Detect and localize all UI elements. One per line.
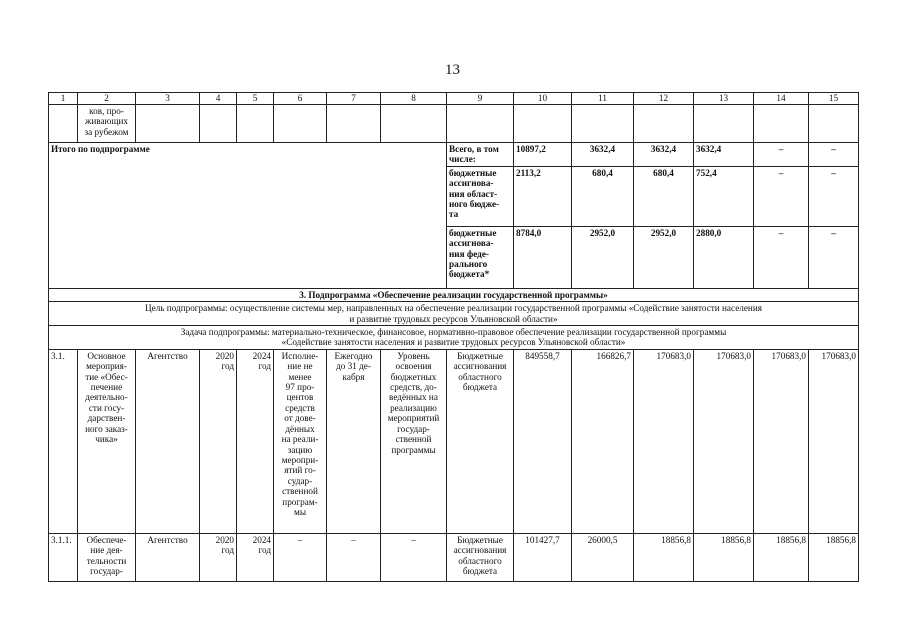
total-value-14: – <box>754 226 809 288</box>
table-row <box>49 349 859 533</box>
total-source: Всего, в том числе: <box>447 143 514 167</box>
col-header-11: 11 <box>572 93 634 105</box>
row-result: – <box>381 533 447 581</box>
row-value-10: 101427,7 <box>514 533 572 581</box>
section-title: 3. Подпрограмма «Обеспечение реализации государственной программы» <box>49 288 859 301</box>
section-title-row <box>49 288 859 301</box>
total-row-all <box>49 143 859 167</box>
total-value-11: 680,4 <box>572 166 634 226</box>
total-value-11: 3632,4 <box>572 143 634 167</box>
total-value-13: 2880,0 <box>694 226 754 288</box>
row-value-15: 170683,0 <box>809 349 859 533</box>
table-cell <box>447 105 514 143</box>
row-value-14: 18856,8 <box>754 533 809 581</box>
row-value-10: 849558,7 <box>514 349 572 533</box>
col-header-5: 5 <box>237 93 274 105</box>
row-value-15: 18856,8 <box>809 533 859 581</box>
continuation-row <box>49 105 859 143</box>
total-value-10: 2113,2 <box>514 166 572 226</box>
col-header-4: 4 <box>200 93 237 105</box>
col-header-7: 7 <box>327 93 381 105</box>
total-value-15: – <box>809 166 859 226</box>
row-executor: Агентство <box>136 349 200 533</box>
col-header-9: 9 <box>447 93 514 105</box>
column-number-row <box>49 93 859 105</box>
table-cell <box>274 105 327 143</box>
total-value-11: 2952,0 <box>572 226 634 288</box>
col-header-12: 12 <box>634 93 694 105</box>
table-cell <box>327 105 381 143</box>
row-end: 2024 год <box>237 533 274 581</box>
table-cell <box>136 105 200 143</box>
section-task: Задача подпрограммы: материально-техническое, финансовое, нормативно-правовое обеспечение реализации государственной программы «Содействие занятости населения и развитие трудовых ресурсов Ульяновской области» <box>49 326 859 350</box>
row-start: 2020 год <box>200 533 237 581</box>
total-value-15: – <box>809 143 859 167</box>
total-source: бюджетные ассигнова- ния област- ного бюдже- та <box>447 166 514 226</box>
col-header-1: 1 <box>49 93 78 105</box>
row-value-12: 170683,0 <box>634 349 694 533</box>
row-value-11: 26000,5 <box>572 533 634 581</box>
total-value-13: 752,4 <box>694 166 754 226</box>
row-value-12: 18856,8 <box>634 533 694 581</box>
table-cell <box>634 105 694 143</box>
row-period: Ежегодно до 31 де- кабря <box>327 349 381 533</box>
total-value-10: 10897,2 <box>514 143 572 167</box>
total-value-14: – <box>754 143 809 167</box>
table-row <box>49 533 859 581</box>
row-value-13: 170683,0 <box>694 349 754 533</box>
table-cell <box>49 105 78 143</box>
section-task-row <box>49 326 859 350</box>
table-cell <box>694 105 754 143</box>
row-value-13: 18856,8 <box>694 533 754 581</box>
table-cell <box>237 105 274 143</box>
continuation-text: ков, про- живающих за рубежом <box>78 105 136 143</box>
col-header-3: 3 <box>136 93 200 105</box>
row-indicator: Исполне- ние не менее 97 про- центов средств от дове- дённых на реали- зацию меропри- ятий го- судар- ственной програм- мы <box>274 349 327 533</box>
total-source: бюджетные ассигнова- ния феде- рального бюджета* <box>447 226 514 288</box>
col-header-8: 8 <box>381 93 447 105</box>
table-cell <box>572 105 634 143</box>
total-value-12: 680,4 <box>634 166 694 226</box>
row-result: Уровень освоения бюджетных средств, до- ведённых на реализацию мероприятий государ- ственной программы <box>381 349 447 533</box>
section-goal-row <box>49 302 859 326</box>
col-header-15: 15 <box>809 93 859 105</box>
budget-table <box>48 92 859 582</box>
col-header-2: 2 <box>78 93 136 105</box>
row-start: 2020 год <box>200 349 237 533</box>
total-value-10: 8784,0 <box>514 226 572 288</box>
row-indicator: – <box>274 533 327 581</box>
col-header-14: 14 <box>754 93 809 105</box>
row-value-11: 166826,7 <box>572 349 634 533</box>
row-number: 3.1. <box>49 349 78 533</box>
table-cell <box>381 105 447 143</box>
row-name: Обеспече- ние дея- тельности государ- <box>78 533 136 581</box>
row-period: – <box>327 533 381 581</box>
row-source: Бюджетные ассигнования областного бюджета <box>447 349 514 533</box>
section-goal: Цель подпрограммы: осуществление системы мер, направленных на обеспечение реализации государственной программы «Содействие занятости населения и развитие трудовых ресурсов Ульяновской области» <box>49 302 859 326</box>
total-value-15: – <box>809 226 859 288</box>
total-value-14: – <box>754 166 809 226</box>
total-label: Итого по подпрограмме <box>49 143 447 289</box>
col-header-10: 10 <box>514 93 572 105</box>
row-name: Основное мероприя- тие «Обес- печение деятельно- сти госу- дарствен- ного заказ- чика» <box>78 349 136 533</box>
total-value-13: 3632,4 <box>694 143 754 167</box>
table-cell <box>809 105 859 143</box>
table-cell <box>754 105 809 143</box>
page-number: 13 <box>445 62 460 78</box>
col-header-6: 6 <box>274 93 327 105</box>
row-end: 2024 год <box>237 349 274 533</box>
row-number: 3.1.1. <box>49 533 78 581</box>
col-header-13: 13 <box>694 93 754 105</box>
table-cell <box>200 105 237 143</box>
total-value-12: 2952,0 <box>634 226 694 288</box>
row-value-14: 170683,0 <box>754 349 809 533</box>
total-value-12: 3632,4 <box>634 143 694 167</box>
row-executor: Агентство <box>136 533 200 581</box>
row-source: Бюджетные ассигнования областного бюджета <box>447 533 514 581</box>
table-cell <box>514 105 572 143</box>
